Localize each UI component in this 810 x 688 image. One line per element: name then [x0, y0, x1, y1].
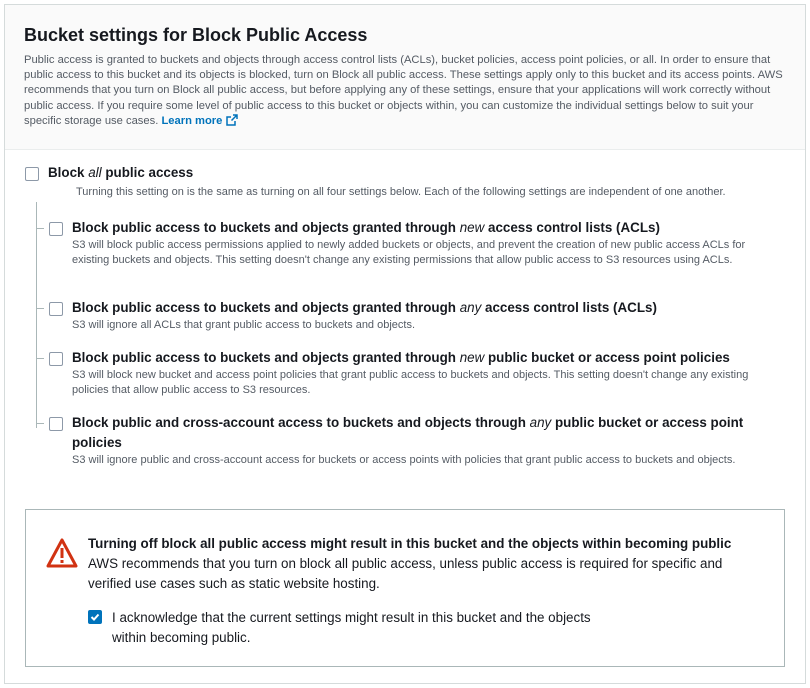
block-all-title [48, 163, 193, 183]
tree-branch [36, 358, 44, 359]
acknowledge-label[interactable]: I acknowledge that the current settings might result in this bucket and the objects within becoming public. [112, 610, 591, 645]
option-new-acls-description: S3 will block public access permissions applied to newly added buckets or objects, and prevent the creation of new public access ACLs for existing buckets and objects. This setting doesn't change any existing permissions that allow public access to S3 resources using ACLs. [72, 239, 746, 267]
block-public-access-panel [4, 4, 806, 684]
header-description [24, 53, 786, 131]
option-title-pre: Block public access to buckets and objects granted through [72, 300, 456, 315]
tree-branch [36, 308, 44, 309]
option-new-acls-checkbox[interactable] [49, 222, 63, 236]
tree-line [36, 202, 37, 428]
option-title-post: access control lists (ACLs) [488, 220, 660, 235]
option-title-post: public bucket or access point policies [72, 415, 744, 450]
block-all-title-em: all [88, 165, 102, 180]
block-all-title-pre: Block [48, 165, 85, 180]
option-new-policies-description: S3 will block new bucket and access point policies that grant public access to buckets and objects. This setting doesn't change any existing policies that allow public access to S3 resources. [72, 369, 749, 397]
option-title-em: any [529, 415, 552, 430]
tree-branch [36, 423, 44, 424]
block-all-description: Turning this setting on is the same as turning on all four settings below. Each of the following settings are independent of one another. [76, 186, 726, 198]
learn-more-link[interactable] [161, 115, 238, 127]
option-title-pre: Block public and cross-account access to buckets and objects through [72, 415, 526, 430]
option-cross-account-title [72, 413, 784, 453]
option-cross-account-checkbox[interactable] [49, 417, 63, 431]
option-new-policies-title [72, 348, 730, 368]
warning-icon [46, 538, 78, 573]
learn-more-label: Learn more [161, 114, 223, 127]
option-cross-account-description: S3 will ignore public and cross-account access for buckets or access points with policies that grant public access to buckets and objects. [72, 454, 736, 466]
option-title-pre: Block public access to buckets and objects granted through [72, 350, 456, 365]
option-title-em: new [459, 220, 485, 235]
option-new-policies-checkbox[interactable] [49, 352, 63, 366]
page-title: Bucket settings for Block Public Access [24, 25, 368, 45]
option-title-post: public bucket or access point policies [488, 350, 730, 365]
option-title-em: new [459, 350, 485, 365]
block-all-checkbox[interactable] [25, 167, 39, 181]
option-new-acls-title [72, 218, 660, 238]
warning-alert [25, 509, 785, 667]
tree-branch [36, 228, 44, 229]
option-title-em: any [459, 300, 482, 315]
option-any-acls-description: S3 will ignore all ACLs that grant public access to buckets and objects. [72, 319, 416, 331]
option-any-acls-checkbox[interactable] [49, 302, 63, 316]
checkmark-icon [90, 612, 100, 622]
option-any-acls-title [72, 298, 657, 318]
alert-body: AWS recommends that you turn on block all public access, unless public access is required for specific and verified use cases such as static website hosting. [88, 556, 723, 591]
alert-title: Turning off block all public access might result in this bucket and the objects within becoming public [88, 536, 732, 551]
description-text: Public access is granted to buckets and objects through access control lists (ACLs), bucket policies, access point policies, or all. In order to ensure that public access to this bucket and its objects is blocked, turn on Block all public access. These settings apply only to this bucket and its access points. AWS recommends that you turn on Block all public access, but before applying any of these settings, ensure that your applications will work correctly without public access. If you require some level of public access to this bucket or objects within, you can customize the individual settings below to suit your specific storage use cases. [24, 54, 783, 127]
panel-header [5, 5, 805, 150]
block-all-title-post: public access [105, 165, 194, 180]
acknowledge-checkbox[interactable] [88, 610, 102, 624]
external-link-icon [226, 114, 238, 131]
option-title-pre: Block public access to buckets and objects granted through [72, 220, 456, 235]
option-title-post: access control lists (ACLs) [485, 300, 657, 315]
